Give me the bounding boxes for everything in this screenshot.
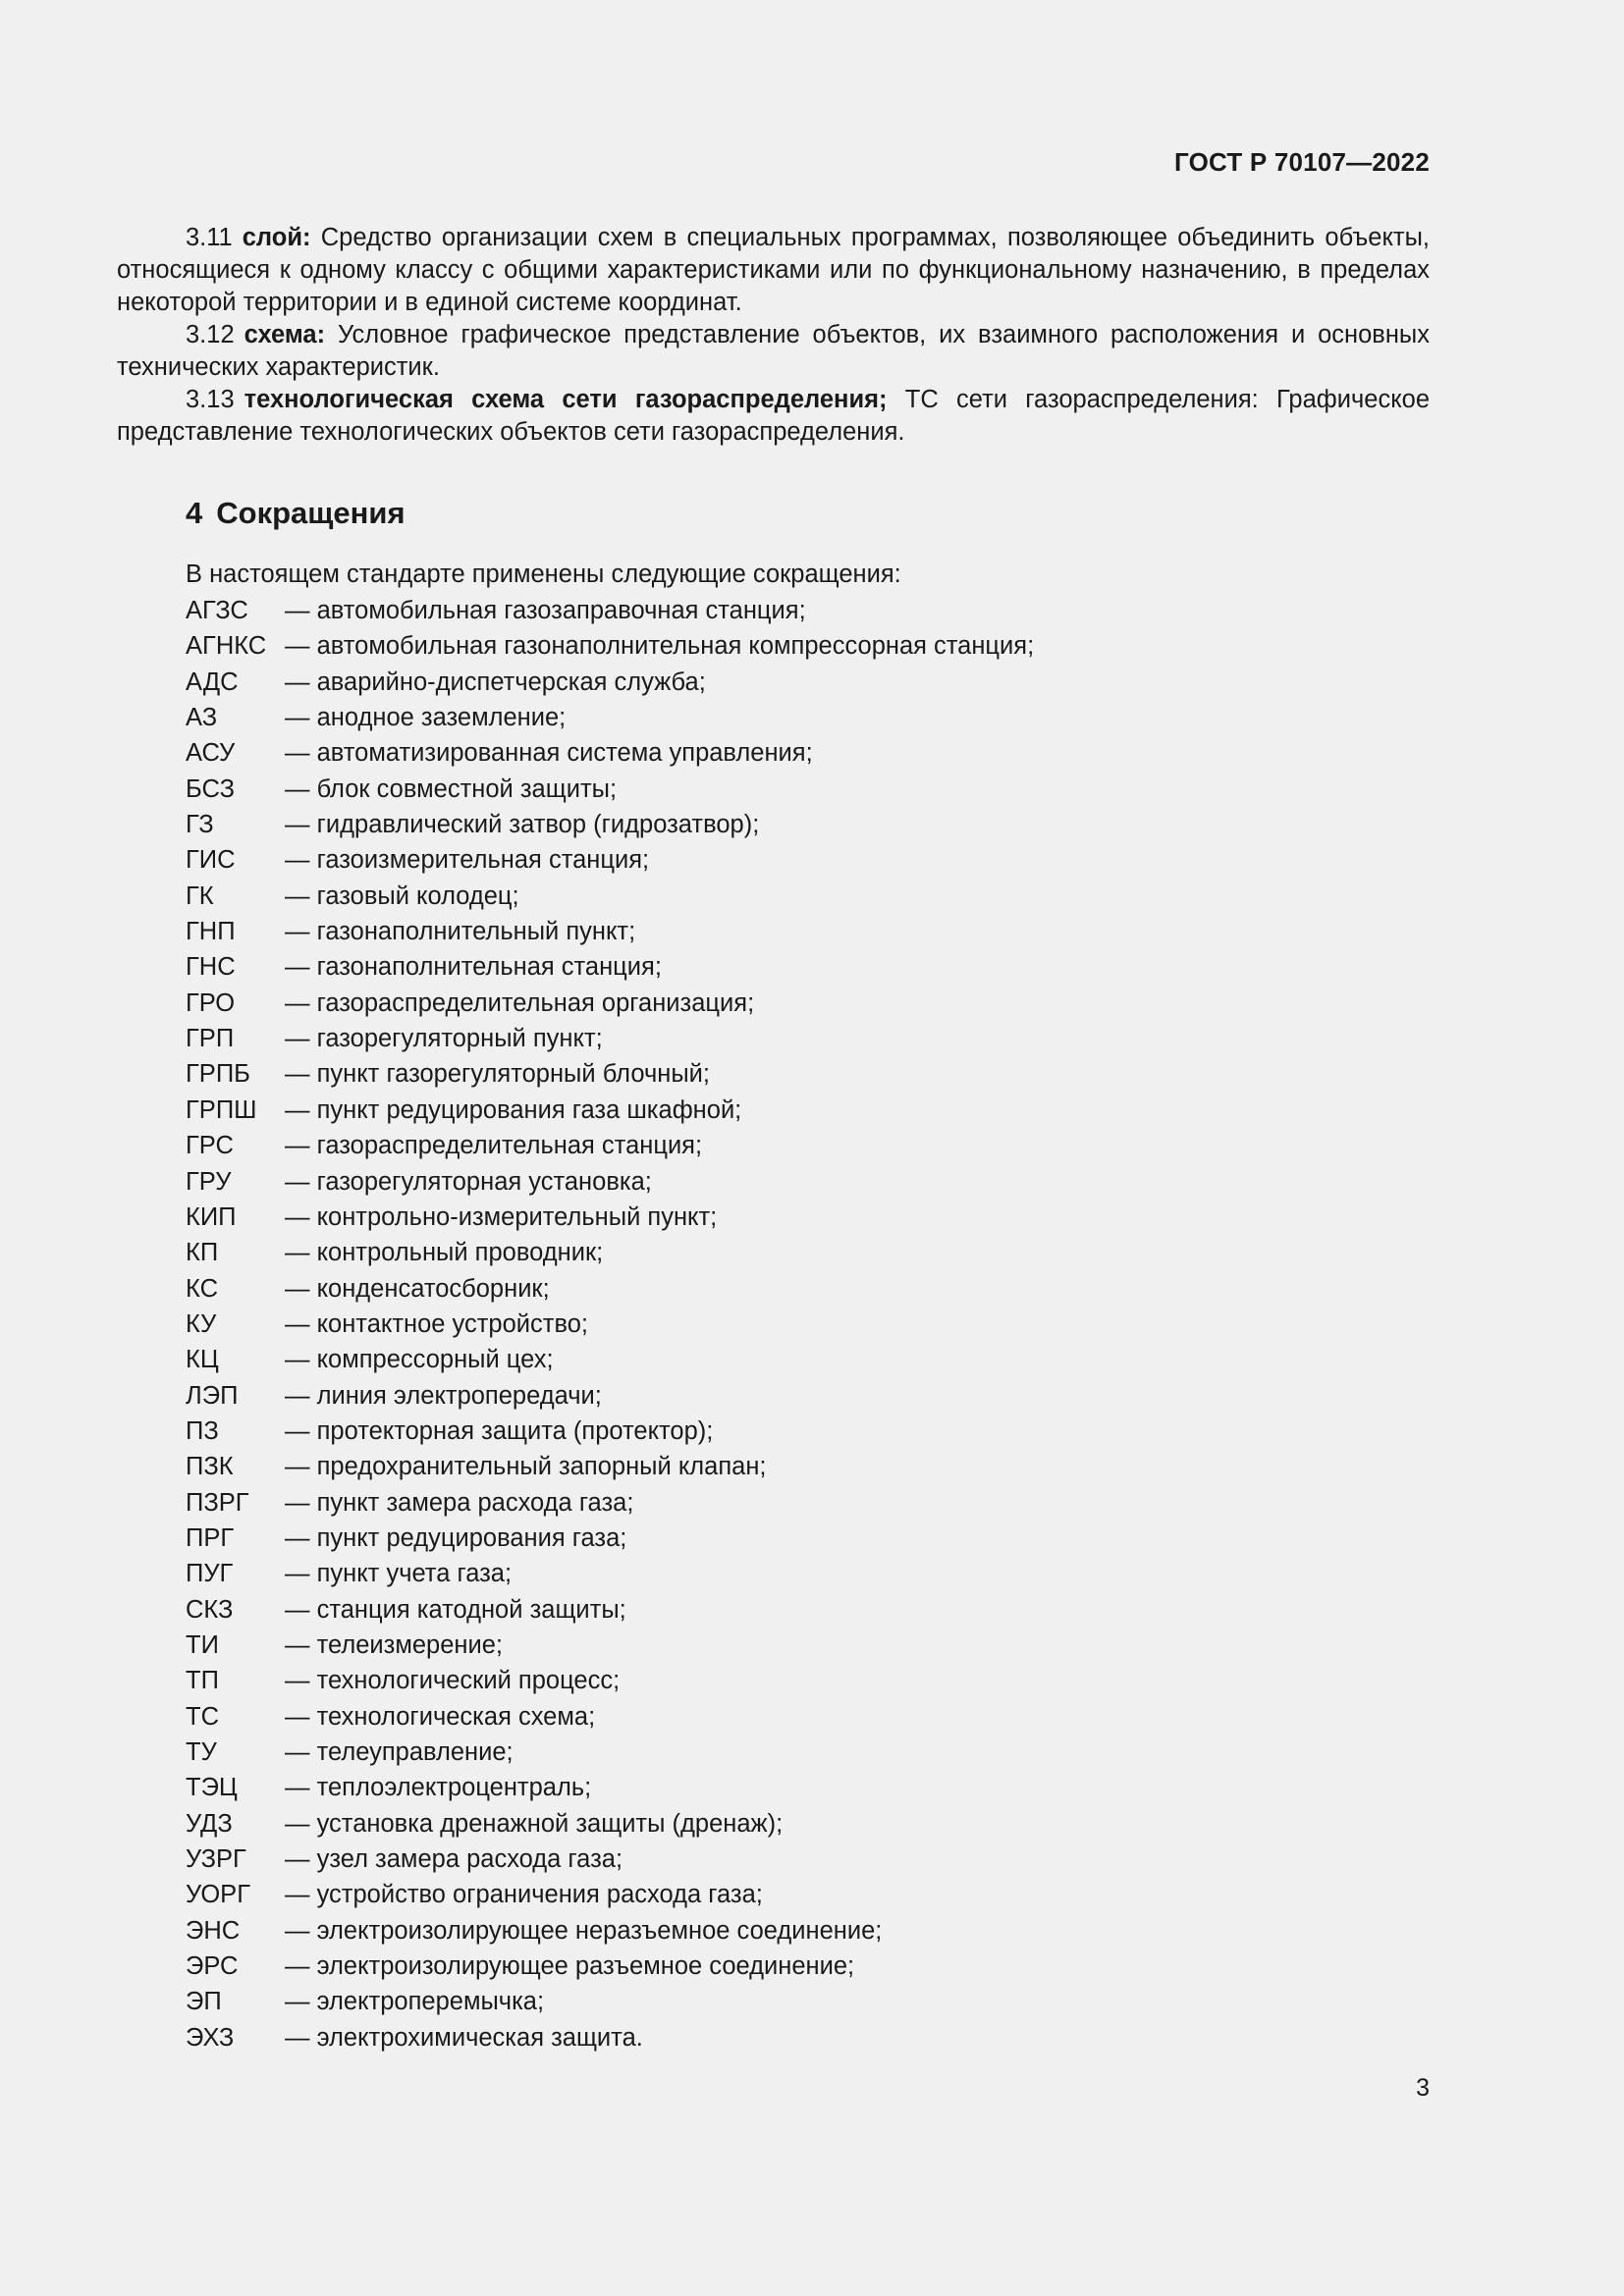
term-name: слой: — [242, 224, 311, 251]
abbreviation-item — [186, 1056, 1034, 1092]
abbreviation-code: КС — [186, 1274, 218, 1303]
abbreviation-definition: — анодное заземление; — [285, 700, 566, 735]
terms-block — [117, 222, 1430, 449]
abbreviation-item — [186, 772, 1034, 807]
abbreviation-code: ЭНС — [186, 1916, 241, 1945]
abbreviation-definition: — газоизмерительная станция; — [285, 842, 649, 878]
abbreviation-item — [186, 986, 1034, 1021]
abbreviation-item — [186, 1556, 1034, 1591]
abbreviation-definition: — пункт редуцирования газа шкафной; — [285, 1093, 741, 1128]
abbreviation-definition: — линия электропередачи; — [285, 1378, 602, 1414]
abbreviation-code: АЗ — [186, 704, 218, 732]
abbreviation-item — [186, 914, 1034, 949]
abbreviation-definition: — контрольный проводник; — [285, 1235, 603, 1270]
abbreviation-item — [186, 1485, 1034, 1521]
abbreviation-code: КЦ — [186, 1346, 219, 1374]
abbreviation-definition: — автомобильная газозаправочная станция; — [285, 593, 806, 628]
abbreviation-code: ГК — [186, 881, 214, 910]
abbreviation-item — [186, 1913, 1034, 1949]
abbreviation-item — [186, 1378, 1034, 1414]
abbreviation-definition: — пункт газорегуляторный блочный; — [285, 1056, 710, 1092]
term-name: технологическая схема сети газораспределения; — [244, 386, 888, 413]
abbreviation-item — [186, 735, 1034, 771]
abbreviation-item — [186, 700, 1034, 735]
page-number: 3 — [1416, 2074, 1430, 2102]
abbreviation-item — [186, 665, 1034, 700]
abbreviation-code: ТП — [186, 1667, 219, 1695]
abbreviation-code: ПРГ — [186, 1523, 235, 1552]
abbreviation-item — [186, 1449, 1034, 1484]
abbreviation-item — [186, 1877, 1034, 1912]
term-number: 3.11 — [186, 224, 233, 251]
abbreviation-code: ТУ — [186, 1738, 217, 1766]
abbreviation-item — [186, 1592, 1034, 1628]
abbreviation-code: ГРПШ — [186, 1095, 257, 1124]
abbreviation-definition: — протекторная защита (протектор); — [285, 1414, 713, 1449]
abbreviation-item — [186, 1307, 1034, 1342]
abbreviation-definition: — узел замера расхода газа; — [285, 1842, 623, 1877]
abbreviation-code: ТЭЦ — [186, 1774, 238, 1802]
abbreviation-code: ПЗК — [186, 1453, 234, 1481]
abbreviation-item — [186, 628, 1034, 664]
abbreviation-item — [186, 949, 1034, 985]
abbreviation-code: АСУ — [186, 739, 236, 768]
abbreviation-item — [186, 1235, 1034, 1270]
abbreviation-definition: — предохранительный запорный клапан; — [285, 1449, 767, 1484]
abbreviation-code: ЭХЗ — [186, 2023, 235, 2052]
abbreviation-definition: — технологическая схема; — [285, 1699, 595, 1735]
abbreviation-item — [186, 593, 1034, 628]
term-definition: ТС сети газораспределения: Графическое представление технологических объектов сети газораспределения. — [117, 386, 1430, 446]
abbreviation-definition: — газораспределительная организация; — [285, 986, 754, 1021]
abbreviation-definition: — конденсатосборник; — [285, 1271, 550, 1307]
term-3-11 — [117, 222, 1430, 319]
abbreviation-definition: — компрессорный цех; — [285, 1342, 554, 1377]
abbreviation-code: ГИС — [186, 846, 236, 875]
abbreviation-item — [186, 1842, 1034, 1877]
abbreviation-definition: — пункт учета газа; — [285, 1556, 512, 1591]
abbreviation-code: АГНКС — [186, 632, 267, 661]
abbreviation-definition: — гидравлический затвор (гидрозатвор); — [285, 807, 759, 842]
abbreviation-code: ГЗ — [186, 811, 214, 839]
abbreviation-definition: — электроизолирующее неразъемное соединение; — [285, 1913, 882, 1949]
abbreviation-code: УОРГ — [186, 1881, 251, 1909]
abbreviation-definition: — автоматизированная система управления; — [285, 735, 813, 771]
term-3-12 — [117, 319, 1430, 384]
abbreviation-definition: — газораспределительная станция; — [285, 1128, 702, 1163]
term-definition: Средство организации схем в специальных программах, позволяющее объединить объекты, относящиеся к одному классу с общими характеристиками или по функциональному назначению, в пределах некоторой территории и в единой системе координат. — [117, 224, 1430, 316]
abbreviation-item — [186, 1521, 1034, 1556]
section-intro: В настоящем стандарте применены следующие сокращения: — [186, 561, 901, 588]
abbreviation-code: АДС — [186, 667, 239, 696]
abbreviation-item — [186, 879, 1034, 914]
abbreviation-definition: — аварийно-диспетчерская служба; — [285, 665, 706, 700]
abbreviation-item — [186, 2020, 1034, 2056]
abbreviation-definition: — устройство ограничения расхода газа; — [285, 1877, 763, 1912]
abbreviation-definition: — станция катодной защиты; — [285, 1592, 626, 1628]
abbreviation-code: ПЗ — [186, 1416, 219, 1445]
section-number: 4 — [186, 496, 203, 530]
abbreviation-definition: — контрольно-измерительный пункт; — [285, 1200, 717, 1235]
abbreviation-item — [186, 1342, 1034, 1377]
document-code: ГОСТ Р 70107—2022 — [1174, 147, 1430, 177]
abbreviation-item — [186, 1628, 1034, 1663]
abbreviation-definition: — газонаполнительная станция; — [285, 949, 662, 985]
abbreviation-item — [186, 1806, 1034, 1842]
term-number: 3.13 — [186, 386, 235, 413]
abbreviation-code: ГРС — [186, 1132, 234, 1160]
abbreviation-definition: — газорегуляторный пункт; — [285, 1021, 603, 1056]
abbreviation-definition: — пункт редуцирования газа; — [285, 1521, 626, 1556]
abbreviation-definition: — пункт замера расхода газа; — [285, 1485, 633, 1521]
abbreviation-code: ГРПБ — [186, 1060, 250, 1089]
abbreviation-item — [186, 842, 1034, 878]
abbreviation-definition: — электроперемычка; — [285, 1984, 544, 2019]
abbreviation-definition: — технологический процесс; — [285, 1663, 620, 1698]
abbreviation-item — [186, 1200, 1034, 1235]
abbreviation-code: ТС — [186, 1702, 219, 1731]
abbreviation-code: ЭП — [186, 1988, 222, 2016]
abbreviation-code: ЭРС — [186, 1952, 239, 1981]
abbreviation-code: УЗРГ — [186, 1845, 246, 1874]
term-name: схема: — [244, 321, 326, 348]
abbreviation-definition: — автомобильная газонаполнительная компрессорная станция; — [285, 628, 1034, 664]
term-3-13 — [117, 384, 1430, 449]
abbreviation-definition: — телеуправление; — [285, 1735, 514, 1770]
abbreviation-item — [186, 1271, 1034, 1307]
abbreviation-code: ГНП — [186, 918, 236, 946]
abbreviation-code: ТИ — [186, 1630, 219, 1659]
abbreviation-item — [186, 1984, 1034, 2019]
term-definition: Условное графическое представление объектов, их взаимного расположения и основных технических характеристик. — [117, 321, 1430, 381]
abbreviation-item — [186, 1949, 1034, 1984]
abbreviation-code: УДЗ — [186, 1809, 233, 1838]
abbreviation-item — [186, 1699, 1034, 1735]
abbreviation-code: ГРП — [186, 1025, 235, 1053]
abbreviation-item — [186, 1021, 1034, 1056]
abbreviation-code: ПЗРГ — [186, 1488, 249, 1517]
abbreviation-item — [186, 1128, 1034, 1163]
abbreviation-code: БСЗ — [186, 774, 235, 803]
abbreviation-definition: — теплоэлектроцентраль; — [285, 1770, 591, 1805]
abbreviation-code: ПУГ — [186, 1560, 234, 1588]
abbreviation-definition: — блок совместной защиты; — [285, 772, 617, 807]
abbreviation-code: ГНС — [186, 953, 236, 982]
abbreviation-code: ГРО — [186, 988, 236, 1017]
abbreviation-definition: — телеизмерение; — [285, 1628, 503, 1663]
term-number: 3.12 — [186, 321, 235, 348]
abbreviation-code: КП — [186, 1239, 219, 1267]
abbreviation-definition: — установка дренажной защиты (дренаж); — [285, 1806, 783, 1842]
section-heading — [186, 496, 406, 531]
abbreviation-item — [186, 1414, 1034, 1449]
abbreviation-definition: — газорегуляторная установка; — [285, 1164, 652, 1200]
abbreviation-definition: — контактное устройство; — [285, 1307, 588, 1342]
abbreviation-list — [186, 593, 1034, 2056]
abbreviation-code: АГЗС — [186, 597, 248, 624]
abbreviation-definition: — электрохимическая защита. — [285, 2020, 643, 2056]
abbreviation-item — [186, 807, 1034, 842]
abbreviation-definition: — газонаполнительный пункт; — [285, 914, 635, 949]
abbreviation-item — [186, 1735, 1034, 1770]
section-title: Сокращения — [216, 496, 406, 530]
abbreviation-item — [186, 1093, 1034, 1128]
abbreviation-code: ЛЭП — [186, 1381, 239, 1410]
abbreviation-definition: — электроизолирующее разъемное соединение; — [285, 1949, 854, 1984]
abbreviation-item — [186, 1770, 1034, 1805]
abbreviation-item — [186, 1164, 1034, 1200]
abbreviation-code: СКЗ — [186, 1595, 234, 1624]
abbreviation-definition: — газовый колодец; — [285, 879, 519, 914]
abbreviation-item — [186, 1663, 1034, 1698]
abbreviation-code: КИП — [186, 1202, 237, 1231]
abbreviation-code: КУ — [186, 1309, 217, 1338]
abbreviation-code: ГРУ — [186, 1167, 232, 1196]
